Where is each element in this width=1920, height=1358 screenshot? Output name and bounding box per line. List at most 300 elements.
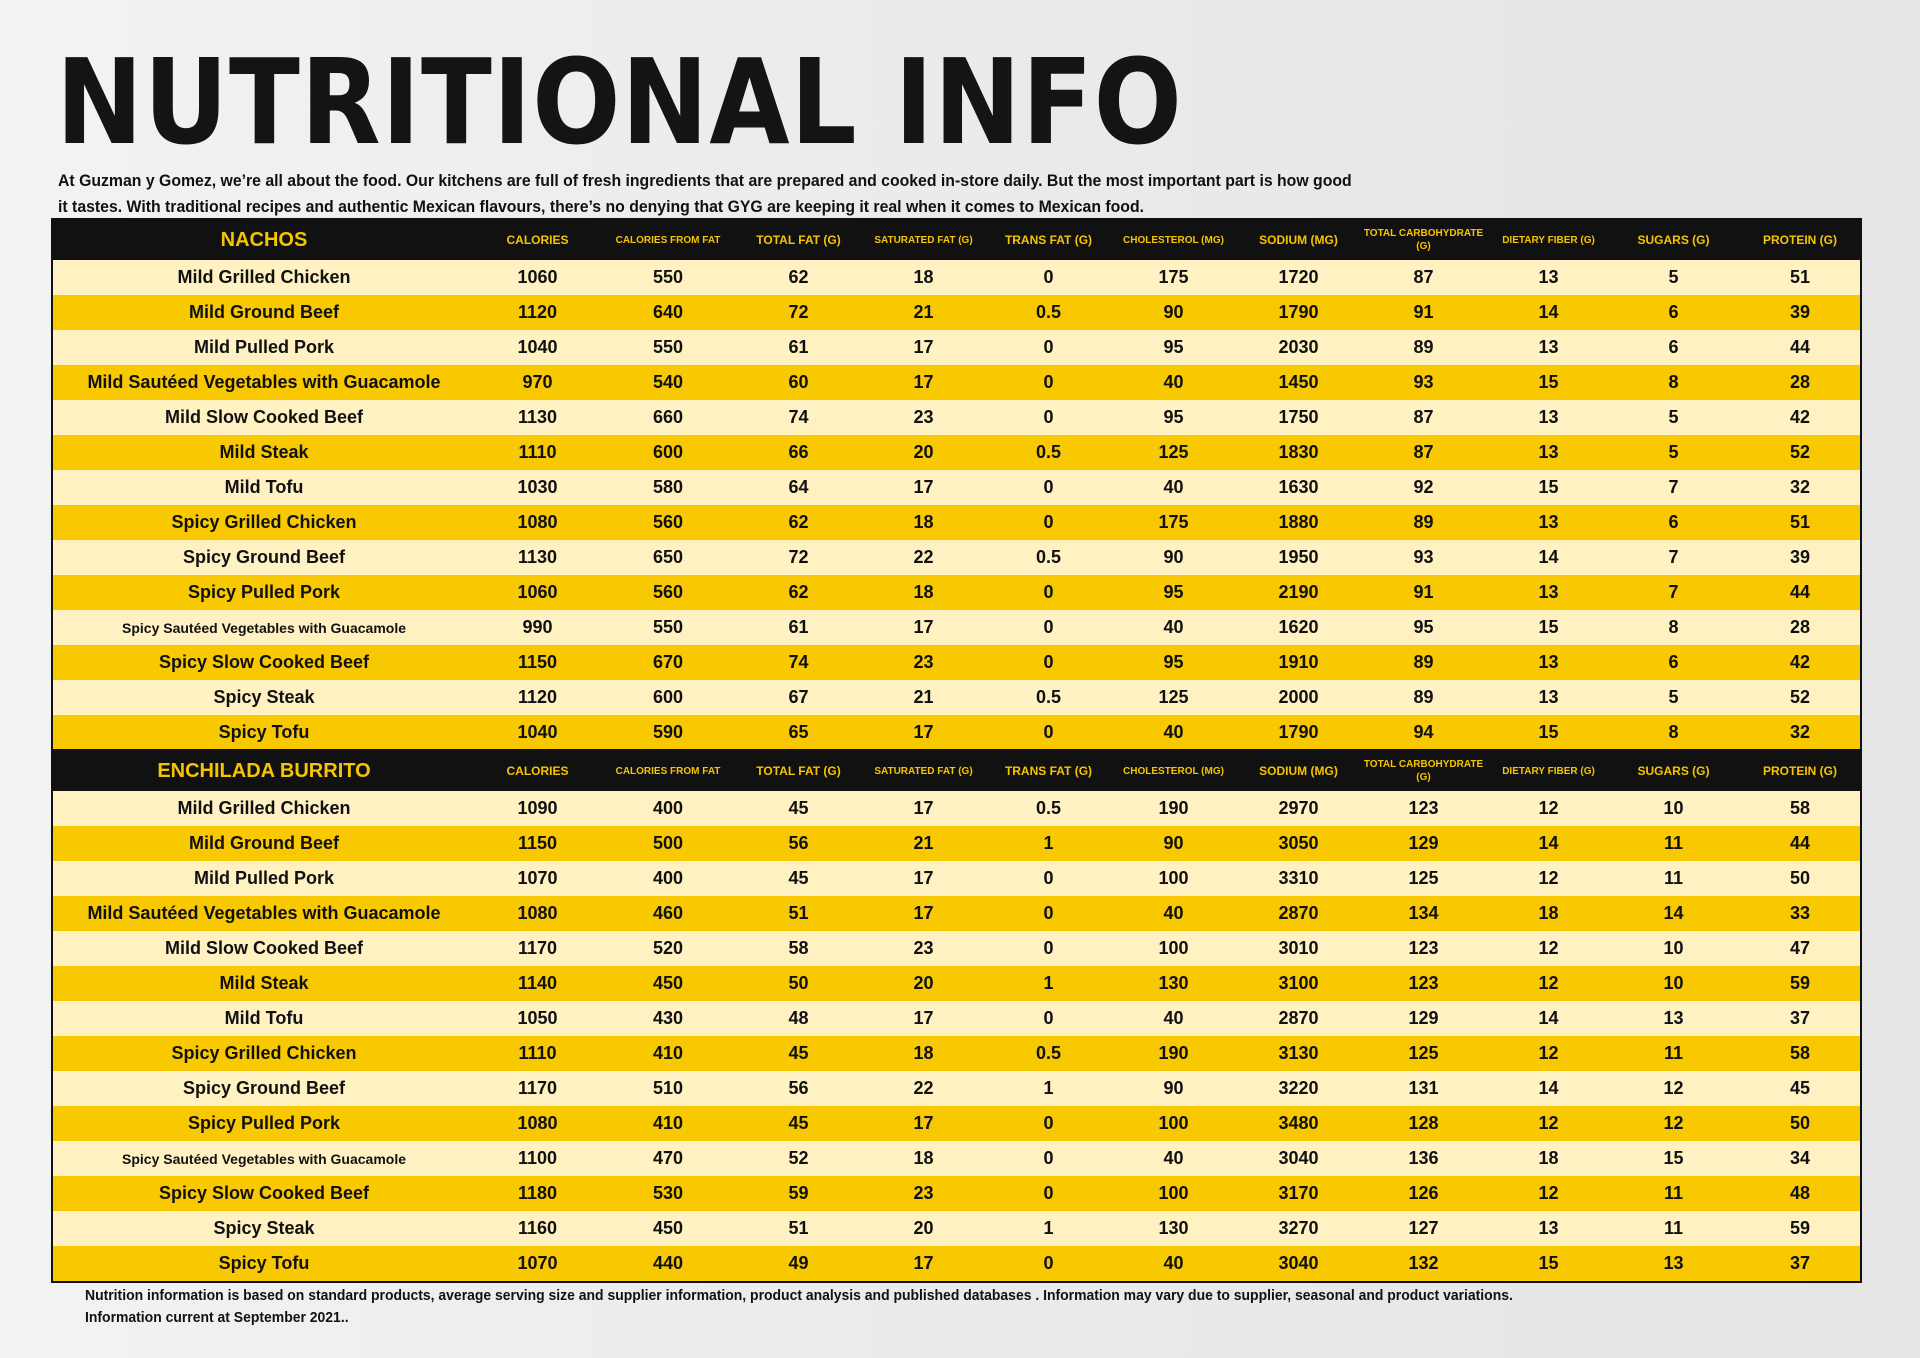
table-cell: 0 <box>1043 372 1054 392</box>
table-cell: 11 <box>1663 1218 1684 1238</box>
table-cell: 89 <box>1413 652 1434 672</box>
table-cell: 3040 <box>1278 1148 1319 1168</box>
table-cell: 132 <box>1408 1253 1439 1273</box>
table-cell: 1720 <box>1278 267 1319 287</box>
table-cell: 93 <box>1413 372 1434 392</box>
table-cell: 62 <box>788 582 809 602</box>
table-cell: 0 <box>1043 938 1054 958</box>
table-cell: 1040 <box>517 722 558 742</box>
column-header: CALORIES <box>506 763 569 778</box>
table-cell: 20 <box>913 1218 934 1238</box>
table-cell: 1050 <box>517 1008 558 1028</box>
table-cell: 58 <box>1789 1043 1811 1063</box>
table-cell: 17 <box>913 337 934 357</box>
table-cell: 23 <box>913 1183 934 1203</box>
table-cell: 2190 <box>1278 582 1319 602</box>
table-body <box>53 260 1860 750</box>
table-cell: 670 <box>652 652 684 672</box>
table-cell: 6 <box>1668 652 1679 672</box>
table-cell: 61 <box>788 337 809 357</box>
table-cell: 39 <box>1789 302 1811 322</box>
table-cell: 72 <box>788 302 809 322</box>
table-cell: 40 <box>1163 722 1184 742</box>
table-cell: 65 <box>788 722 809 742</box>
table-cell: 1170 <box>517 1078 558 1098</box>
item-name: Mild Ground Beef <box>189 833 339 853</box>
table-cell: 540 <box>652 372 684 392</box>
table-cell: 100 <box>1158 1183 1189 1203</box>
table-cell: 0 <box>1043 652 1054 672</box>
table-cell: 91 <box>1413 302 1434 322</box>
table-cell: 51 <box>788 903 809 923</box>
table-cell: 520 <box>652 938 684 958</box>
table-cell: 0 <box>1043 1253 1054 1273</box>
table-cell: 33 <box>1789 903 1811 923</box>
item-name: Spicy Pulled Pork <box>187 582 341 602</box>
table-cell: 12 <box>1538 973 1559 993</box>
table-cell: 0.5 <box>1035 302 1062 322</box>
table-cell: 450 <box>652 1218 684 1238</box>
table-cell: 990 <box>522 617 553 637</box>
table-cell: 13 <box>1538 512 1559 532</box>
table-cell: 13 <box>1538 407 1559 427</box>
item-name: Spicy Pulled Pork <box>187 1113 341 1133</box>
table-cell: 1630 <box>1278 477 1319 497</box>
table-cell: 95 <box>1163 652 1184 672</box>
table-cell: 410 <box>652 1043 684 1063</box>
table-cell: 470 <box>652 1148 684 1168</box>
table-cell: 190 <box>1158 1043 1189 1063</box>
column-header: PROTEIN (G) <box>1763 763 1837 778</box>
table-cell: 100 <box>1158 938 1189 958</box>
table-cell: 1910 <box>1278 652 1319 672</box>
table-cell: 51 <box>788 1218 809 1238</box>
table-cell: 12 <box>1663 1113 1684 1133</box>
table-cell: 40 <box>1163 1008 1184 1028</box>
table-cell: 430 <box>652 1008 684 1028</box>
table-cell: 17 <box>913 1113 934 1133</box>
table-cell: 8 <box>1668 372 1679 392</box>
column-header: SUGARS (G) <box>1637 763 1710 778</box>
table-cell: 2970 <box>1278 798 1319 818</box>
table-cell: 100 <box>1158 1113 1189 1133</box>
table-cell: 45 <box>788 1043 809 1063</box>
table-cell: 42 <box>1789 407 1811 427</box>
table-row <box>53 540 1860 575</box>
table-cell: 1070 <box>517 1253 558 1273</box>
table-cell: 13 <box>1663 1008 1684 1028</box>
table-cell: 650 <box>652 547 684 567</box>
column-header: TOTAL CARBOHYDRATE (G) <box>1363 228 1484 252</box>
table-cell: 42 <box>1789 652 1811 672</box>
table-cell: 580 <box>652 477 684 497</box>
table-cell: 1150 <box>517 833 558 853</box>
table-cell: 44 <box>1789 833 1811 853</box>
item-name: Mild Grilled Chicken <box>177 267 351 287</box>
column-header: CHOLESTEROL (MG) <box>1123 234 1224 246</box>
table-cell: 17 <box>913 798 934 818</box>
table-cell: 45 <box>788 1113 809 1133</box>
table-cell: 17 <box>913 1253 934 1273</box>
table-cell: 1160 <box>517 1218 558 1238</box>
table-cell: 17 <box>913 372 934 392</box>
table-cell: 45 <box>788 868 809 888</box>
table-cell: 1140 <box>517 973 558 993</box>
table-cell: 28 <box>1789 617 1811 637</box>
column-header: TRANS FAT (G) <box>1004 763 1093 778</box>
table-cell: 95 <box>1413 617 1434 637</box>
item-name: Spicy Steak <box>213 1218 315 1238</box>
table-cell: 1120 <box>517 687 558 707</box>
column-header: SODIUM (MG) <box>1259 763 1338 778</box>
table-cell: 3100 <box>1278 973 1319 993</box>
table-cell: 13 <box>1538 1218 1559 1238</box>
table-cell: 123 <box>1408 938 1439 958</box>
table-cell: 1030 <box>517 477 558 497</box>
table-cell: 1 <box>1043 833 1054 853</box>
item-name: Spicy Tofu <box>218 1253 310 1273</box>
page-title: NUTRITIONAL INFO <box>56 33 1183 171</box>
table-cell: 6 <box>1668 337 1679 357</box>
table-cell: 40 <box>1163 1148 1184 1168</box>
table-cell: 17 <box>913 722 934 742</box>
table-cell: 59 <box>1789 973 1811 993</box>
table-cell: 0.5 <box>1035 798 1062 818</box>
table-cell: 0 <box>1043 582 1054 602</box>
table-cell: 12 <box>1538 1043 1559 1063</box>
table-cell: 0 <box>1043 1008 1054 1028</box>
table-cell: 56 <box>788 1078 809 1098</box>
column-header: CALORIES FROM FAT <box>615 765 721 777</box>
table-cell: 1790 <box>1278 302 1319 322</box>
table-cell: 93 <box>1413 547 1434 567</box>
table-row <box>53 330 1860 365</box>
table-row <box>53 966 1860 1001</box>
section-title: ENCHILADA BURRITO <box>157 759 371 782</box>
table-cell: 0 <box>1043 903 1054 923</box>
table-cell: 1790 <box>1278 722 1319 742</box>
table-cell: 0.5 <box>1035 687 1062 707</box>
table-row <box>53 715 1860 750</box>
table-cell: 550 <box>652 337 684 357</box>
table-cell: 131 <box>1408 1078 1439 1098</box>
table-cell: 17 <box>913 617 934 637</box>
item-name: Mild Sautéed Vegetables with Guacamole <box>87 903 441 923</box>
column-header: TOTAL CARBOHYDRATE (G) <box>1363 759 1484 783</box>
table-cell: 0.5 <box>1035 442 1062 462</box>
table-cell: 20 <box>913 442 934 462</box>
table-cell: 123 <box>1408 798 1439 818</box>
table-cell: 91 <box>1413 582 1434 602</box>
table-cell: 90 <box>1163 1078 1184 1098</box>
table-row <box>53 575 1860 610</box>
table-cell: 32 <box>1789 722 1811 742</box>
intro-line-2: it tastes. With traditional recipes and authentic Mexican flavours, there’s no denying that GYG are keeping it real when it comes to Mexican food. <box>58 197 1145 216</box>
table-cell: 23 <box>913 938 934 958</box>
table-cell: 500 <box>652 833 684 853</box>
table-cell: 126 <box>1408 1183 1439 1203</box>
table-cell: 100 <box>1158 868 1189 888</box>
table-cell: 14 <box>1538 547 1559 567</box>
enchilada-burrito-table <box>51 749 1862 1283</box>
table-cell: 0 <box>1043 337 1054 357</box>
table-cell: 3270 <box>1278 1218 1319 1238</box>
table-cell: 50 <box>788 973 809 993</box>
table-cell: 15 <box>1538 1253 1559 1273</box>
table-cell: 13 <box>1663 1253 1684 1273</box>
table-cell: 5 <box>1668 442 1679 462</box>
table-cell: 1130 <box>517 547 558 567</box>
table-cell: 3170 <box>1278 1183 1319 1203</box>
table-cell: 12 <box>1538 1183 1559 1203</box>
item-name: Mild Slow Cooked Beef <box>164 938 364 958</box>
table-cell: 40 <box>1163 903 1184 923</box>
table-cell: 560 <box>652 582 684 602</box>
column-header: TOTAL FAT (G) <box>756 763 841 778</box>
table-cell: 5 <box>1668 267 1679 287</box>
table-cell: 66 <box>788 442 809 462</box>
item-name: Mild Pulled Pork <box>193 868 335 888</box>
table-cell: 15 <box>1538 372 1559 392</box>
table-cell: 72 <box>788 547 809 567</box>
item-name: Spicy Sautéed Vegetables with Guacamole <box>122 1150 406 1167</box>
table-cell: 23 <box>913 652 934 672</box>
table-cell: 34 <box>1789 1148 1811 1168</box>
table-cell: 95 <box>1163 337 1184 357</box>
table-cell: 134 <box>1408 903 1439 923</box>
table-cell: 125 <box>1158 442 1189 462</box>
table-cell: 18 <box>1538 903 1559 923</box>
table-cell: 5 <box>1668 687 1679 707</box>
table-cell: 48 <box>1789 1183 1811 1203</box>
table-header <box>53 220 1860 260</box>
table-cell: 5 <box>1668 407 1679 427</box>
table-cell: 1620 <box>1278 617 1319 637</box>
table-cell: 1450 <box>1278 372 1319 392</box>
table-row <box>53 260 1860 295</box>
table-cell: 59 <box>788 1183 809 1203</box>
column-header: SATURATED FAT (G) <box>874 765 973 777</box>
table-cell: 20 <box>913 973 934 993</box>
table-cell: 1080 <box>517 1113 558 1133</box>
table-cell: 40 <box>1163 372 1184 392</box>
table-cell: 440 <box>652 1253 684 1273</box>
table-cell: 0 <box>1043 267 1054 287</box>
table-cell: 7 <box>1668 477 1679 497</box>
table-body <box>53 791 1860 1281</box>
item-name: Spicy Steak <box>213 687 315 707</box>
table-cell: 37 <box>1789 1008 1811 1028</box>
table-cell: 127 <box>1408 1218 1439 1238</box>
item-name: Mild Slow Cooked Beef <box>164 407 364 427</box>
item-name: Mild Steak <box>219 973 309 993</box>
table-row <box>53 931 1860 966</box>
table-cell: 410 <box>652 1113 684 1133</box>
table-cell: 970 <box>522 372 553 392</box>
item-name: Spicy Slow Cooked Beef <box>158 1183 370 1203</box>
table-cell: 0 <box>1043 407 1054 427</box>
table-cell: 0 <box>1043 868 1054 888</box>
table-cell: 45 <box>1789 1078 1811 1098</box>
table-cell: 18 <box>913 582 934 602</box>
item-name: Spicy Sautéed Vegetables with Guacamole <box>122 619 406 636</box>
table-cell: 1110 <box>518 1043 557 1063</box>
table-cell: 3480 <box>1278 1113 1319 1133</box>
table-cell: 1150 <box>517 652 558 672</box>
table-cell: 530 <box>652 1183 684 1203</box>
table-cell: 67 <box>788 687 809 707</box>
table-cell: 52 <box>1789 687 1811 707</box>
table-cell: 175 <box>1158 512 1189 532</box>
item-name: Mild Steak <box>219 442 309 462</box>
item-name: Spicy Grilled Chicken <box>171 1043 357 1063</box>
nachos-table <box>51 218 1862 752</box>
table-cell: 10 <box>1663 973 1684 993</box>
table-cell: 0 <box>1043 617 1054 637</box>
table-cell: 62 <box>788 512 809 532</box>
table-cell: 1 <box>1043 973 1054 993</box>
column-header: CHOLESTEROL (MG) <box>1123 765 1224 777</box>
table-cell: 11 <box>1663 868 1684 888</box>
table-cell: 1090 <box>517 798 558 818</box>
table-row <box>53 896 1860 931</box>
table-row <box>53 1036 1860 1071</box>
table-cell: 74 <box>788 652 809 672</box>
table-cell: 12 <box>1663 1078 1684 1098</box>
table-cell: 17 <box>913 477 934 497</box>
column-header: CALORIES FROM FAT <box>615 234 721 246</box>
table-row <box>53 645 1860 680</box>
table-row <box>53 791 1860 826</box>
table-cell: 90 <box>1163 302 1184 322</box>
table-row <box>53 435 1860 470</box>
table-row <box>53 505 1860 540</box>
footnote <box>85 1285 1620 1329</box>
table-cell: 560 <box>652 512 684 532</box>
table-cell: 62 <box>788 267 809 287</box>
table-cell: 0 <box>1043 512 1054 532</box>
table-cell: 1060 <box>517 582 558 602</box>
table-row <box>53 1106 1860 1141</box>
table-cell: 3040 <box>1278 1253 1319 1273</box>
footnote-line-1: Nutrition information is based on standard products, average serving size and supplier information, product analysis and published databases . Information may vary due to supplier, seasonal and product variations. <box>85 1287 1513 1304</box>
table-cell: 87 <box>1413 407 1434 427</box>
table-cell: 400 <box>652 798 684 818</box>
table-cell: 2870 <box>1278 903 1319 923</box>
table-header <box>53 751 1860 791</box>
table-cell: 90 <box>1163 833 1184 853</box>
item-name: Spicy Slow Cooked Beef <box>158 652 370 672</box>
table-cell: 2030 <box>1278 337 1319 357</box>
column-header: TRANS FAT (G) <box>1004 232 1093 247</box>
column-header: DIETARY FIBER (G) <box>1502 234 1595 246</box>
table-cell: 0 <box>1043 722 1054 742</box>
table-cell: 190 <box>1158 798 1189 818</box>
table-cell: 1060 <box>517 267 558 287</box>
table-cell: 13 <box>1538 442 1559 462</box>
table-cell: 2870 <box>1278 1008 1319 1028</box>
table-cell: 1180 <box>517 1183 558 1203</box>
table-cell: 550 <box>652 267 684 287</box>
table-cell: 39 <box>1789 547 1811 567</box>
table-cell: 89 <box>1413 687 1434 707</box>
table-row <box>53 400 1860 435</box>
table-cell: 12 <box>1538 938 1559 958</box>
table-cell: 130 <box>1158 973 1189 993</box>
table-cell: 660 <box>652 407 684 427</box>
table-cell: 40 <box>1163 1253 1184 1273</box>
table-cell: 12 <box>1538 798 1559 818</box>
table-cell: 60 <box>788 372 809 392</box>
table-cell: 58 <box>1789 798 1811 818</box>
table-cell: 48 <box>788 1008 809 1028</box>
table-cell: 0.5 <box>1035 547 1062 567</box>
table-cell: 1130 <box>517 407 558 427</box>
item-name: Spicy Tofu <box>218 722 310 742</box>
intro-line-1: At Guzman y Gomez, we’re all about the food. Our kitchens are full of fresh ingredients that are prepared and cooked in-store daily. But the most important part is how good <box>58 171 1352 190</box>
table-row <box>53 861 1860 896</box>
table-cell: 129 <box>1408 1008 1439 1028</box>
table-cell: 18 <box>913 267 934 287</box>
table-cell: 47 <box>1789 938 1811 958</box>
table-row <box>53 1211 1860 1246</box>
table-cell: 44 <box>1789 337 1811 357</box>
table-cell: 6 <box>1668 512 1679 532</box>
table-cell: 600 <box>652 442 684 462</box>
table-cell: 1 <box>1043 1078 1054 1098</box>
item-name: Mild Grilled Chicken <box>177 798 351 818</box>
table-cell: 1830 <box>1278 442 1319 462</box>
table-cell: 0 <box>1043 1183 1054 1203</box>
table-cell: 52 <box>1789 442 1811 462</box>
table-cell: 14 <box>1538 302 1559 322</box>
table-cell: 3220 <box>1278 1078 1319 1098</box>
table-row <box>53 470 1860 505</box>
table-cell: 1 <box>1043 1218 1054 1238</box>
table-cell: 1080 <box>517 512 558 532</box>
table-row <box>53 826 1860 861</box>
table-cell: 10 <box>1663 798 1684 818</box>
section-title: NACHOS <box>220 228 308 251</box>
table-cell: 10 <box>1663 938 1684 958</box>
table-cell: 32 <box>1789 477 1811 497</box>
table-cell: 14 <box>1663 903 1684 923</box>
table-row <box>53 680 1860 715</box>
table-row <box>53 1071 1860 1106</box>
item-name: Mild Ground Beef <box>189 302 339 322</box>
table-cell: 21 <box>913 687 934 707</box>
table-cell: 1080 <box>517 903 558 923</box>
table-cell: 640 <box>652 302 684 322</box>
table-cell: 18 <box>913 512 934 532</box>
table-cell: 1120 <box>517 302 558 322</box>
table-cell: 1100 <box>517 1148 558 1168</box>
table-cell: 17 <box>913 1008 934 1028</box>
table-cell: 1170 <box>517 938 558 958</box>
column-header: SATURATED FAT (G) <box>874 234 973 246</box>
table-cell: 21 <box>913 833 934 853</box>
table-row <box>53 610 1860 645</box>
table-cell: 6 <box>1668 302 1679 322</box>
item-name: Mild Pulled Pork <box>193 337 335 357</box>
item-name: Spicy Ground Beef <box>182 1078 346 1098</box>
table-cell: 590 <box>652 722 684 742</box>
table-cell: 49 <box>788 1253 809 1273</box>
table-cell: 0 <box>1043 1113 1054 1133</box>
table-cell: 0 <box>1043 477 1054 497</box>
table-cell: 61 <box>788 617 809 637</box>
table-cell: 59 <box>1789 1218 1811 1238</box>
